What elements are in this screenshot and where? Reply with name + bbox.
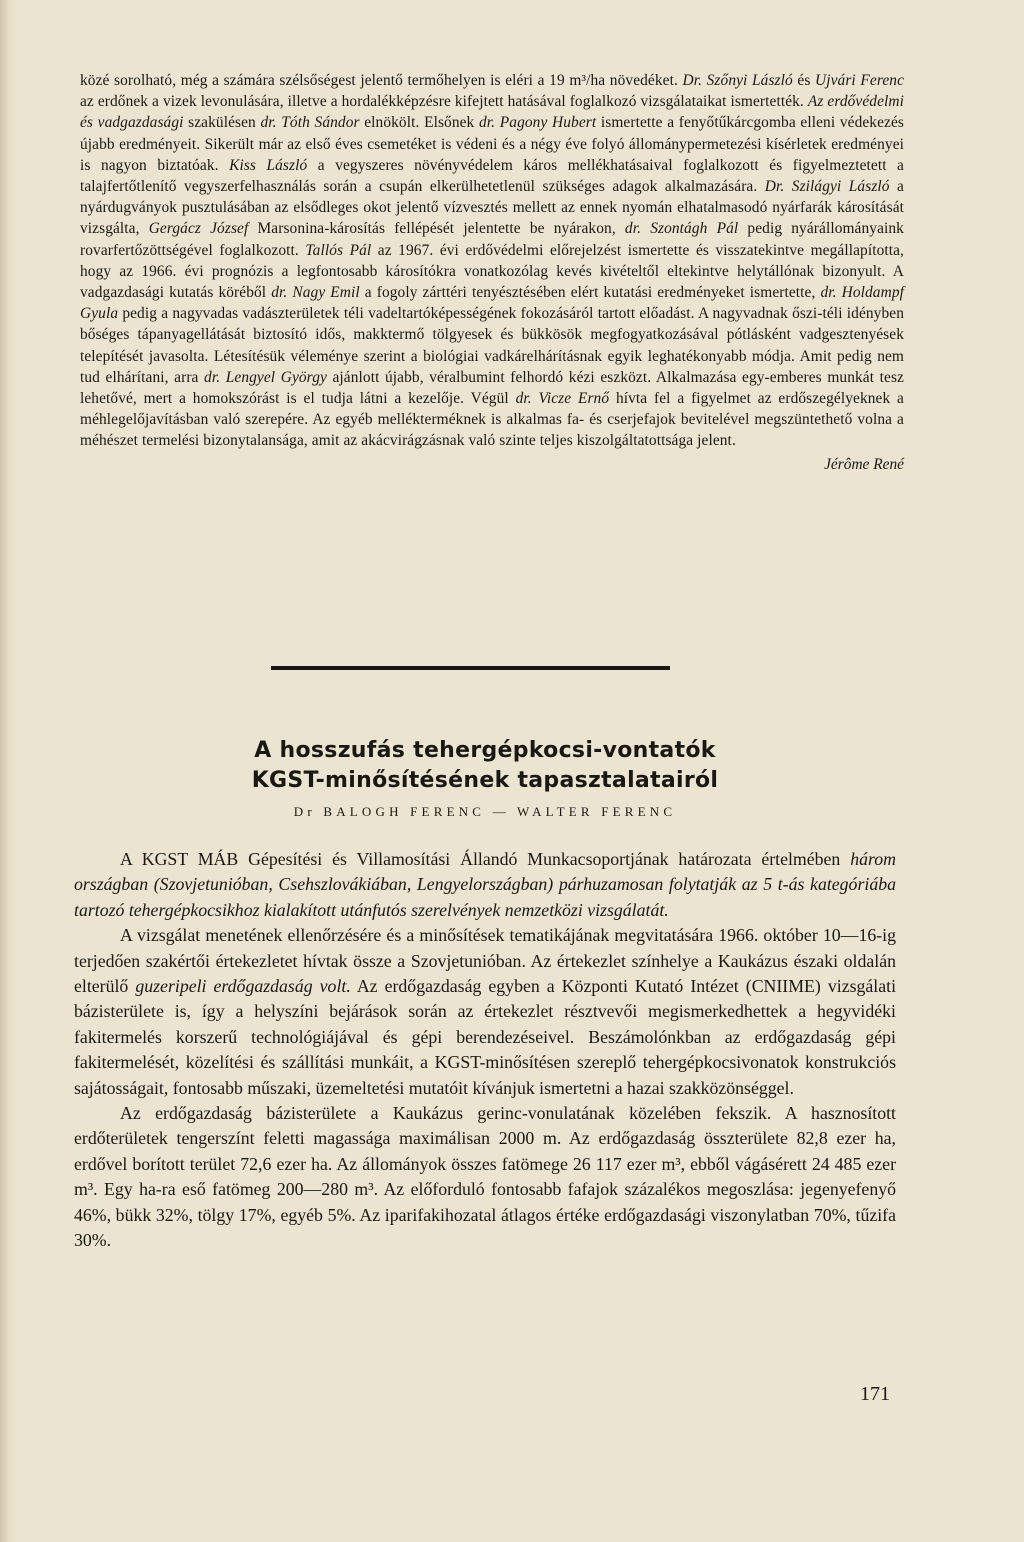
article-title <box>74 736 896 796</box>
report-text-run: az 1967. évi erdővédelmi előrejelzést ismertette és visszatekintve megállapította, hogy az 1966. évi prognózis a legfontosabb károsítókra vonatkozólag kevés kivételtől eltekintve helytállónak bizonyult. A vadgazdasági kutatás köréből <box>80 241 904 302</box>
report-italic-run: Tallós Pál <box>305 241 372 259</box>
page-binding-edge <box>0 0 14 1542</box>
report-italic-run: dr. Tóth Sándor <box>260 114 360 132</box>
report-italic-run: Kiss László <box>229 156 308 174</box>
report-italic-run: Gergácz József <box>148 220 249 238</box>
report-text-run: pedig a nagyvadas vadászterületek téli vadeltartóképességének fokozásáról tartott előadást. A nagyvadnak őszi-téli idényben bőséges tápanyagellátását biztosító idős, makktermő tölgyesek és bükkösök megfogyatkozásával pótlásként vadgesztenyések telepítését javasolta. Létesítésük véleménye szerint a biológiai vadkárelhárításnak egyik leghatékonyabb módja. Amit pedig nem tud elhárítani, arra <box>80 305 904 386</box>
article-text-run: A KGST MÁB Gépesítési és Villamosítási Állandó Munkacsoportjának határozata értelmében <box>120 849 851 869</box>
article <box>74 736 896 1254</box>
report-continuation <box>80 70 904 475</box>
report-italic-run: dr. Vicze Ernő <box>515 390 610 408</box>
report-text-run: ismertette a fenyőtűkárcgomba elleni védekezés újabb eredményeit. Sikerült már az első éves csemetéket is védeni és a négy éve folyó állománypermetezési kísérletek eredményei is nagyon biztatóak. <box>80 114 904 174</box>
report-signature: Jérôme René <box>824 455 904 473</box>
page-number: 171 <box>860 1383 890 1405</box>
article-title-line-2: KGST-minősítésének tapasztalatairól <box>251 768 719 793</box>
report-text-run: hívta fel a figyelmet az erdőszegélyeknek a méhlegelőjavításban való szerepére. Az egyéb mellékterméknek is alkalmas fa- és cserjefajok bevitelével megszüntethető volna a méhészet termelési bizonytalansága, amit az akácvirágzásnak való szinte teljes kiszolgáltatottsága jelent. <box>80 390 904 450</box>
article-italic-run: guzeripeli erdőgazdaság volt. <box>135 976 351 997</box>
report-italic-run: dr. Pagony Hubert <box>479 114 597 132</box>
article-paragraph <box>74 1101 896 1253</box>
report-text-run: az erdőnek a vizek levonulására, illetve a hordalékképzésre kifejtett hatásával foglalkozó vizsgálataikat ismertették. <box>80 93 808 111</box>
report-text-run: és <box>792 72 816 89</box>
report-italic-run: Ujvári Ferenc <box>815 72 904 89</box>
report-text-run: a vegyszeres növényvédelem káros mellékhatásaival foglalkozott és figyelmeztetett a talajfertőtlenítő vegyszerfelhasználás során a csupán elkerülhetetlenül szükséges adagok alkalmazására. <box>80 156 904 196</box>
report-italic-run: dr. Holdampf Gyula <box>80 284 904 323</box>
report-italic-run: dr. Lengyel György <box>204 368 327 386</box>
report-text-run: a fogoly zárttéri tenyésztésében elért kutatási eredményeket ismertette, <box>359 284 821 302</box>
article-text-run: Az erdőgazdaság egyben a Központi Kutató Intézet (CNIIME) vizsgálati bázisterülete is, így a helyszíni bejárások során az értekezlet résztvevői megismerkedhettek a hegyvidéki fakitermelés korszerű technológiájával és gépi berendezéseivel. Beszámolónkban az erdőgazdaság gépi fakitermelését, közelítési és szállítási munkáit, a KGST-minősítésen szereplő tehergépkocsivonatok konstrukciós sajátosságait, fontosabb műszaki, üzemeltetési mutatóit kívánjuk ismertetni a hazai szakközönséggel. <box>74 976 897 1098</box>
article-title-line-1: A hosszufás tehergépkocsi-vontatók <box>254 738 716 763</box>
article-italic-run: három országban (Szovjetunióban, Csehszlovákiában, Lengyelországban) párhuzamosan folytatják az 5 t-ás kategóriába tartozó tehergépkocsikhoz kialakított utánfutós szerelvények nemzetközi vizsgálatát. <box>74 849 896 920</box>
report-text-run: elnökölt. Elsőnek <box>359 114 479 132</box>
article-authors: Dr BALOGH FERENC — WALTER FERENC <box>293 804 677 819</box>
article-body <box>74 847 896 1254</box>
article-paragraph <box>74 923 896 1101</box>
article-text-run: Az erdőgazdaság bázisterülete a Kaukázus gerinc-vonulatának közelében fekszik. A hasznosított erdőterületek tengerszínt feletti magassága maximálisan 2000 m. Az erdőgazdaság összterülete 82,8 ezer ha, erdővel borított terület 72,6 ezer ha. Az állományok összes fatömege 26 117 ezer m³, ebből vágásérett 24 485 ezer m³. Egy ha-ra eső fatömeg 200—280 m³. Az előforduló fontosabb fafajok százalékos megoszlása: jegenyefenyő 46%, bükk 32%, tölgy 17%, egyéb 5%. Az iparifakihozatal átlagos értéke erdőgazdasági viszonylatban 70%, tűzifa 30%. <box>74 1103 896 1251</box>
report-text-run: szakülésen <box>183 114 261 132</box>
article-paragraph <box>74 847 896 923</box>
article-text-run: A vizsgálat menetének ellenőrzésére és a minősítések tematikájának megvitatására 1966. október 10—16-ig terjedően szakértői értekezletet hívtak össze a Szovjetunióban. Az értekezlet színhelye a Kaukázus északi oldalán elterülő <box>74 925 896 997</box>
report-text-run: ajánlott újabb, véralbumint felhordó kézi eszközt. Alkalmazása egy-emberes munkát tesz lehetővé, mert a homokszórást is el tudja látni a kezelője. Végül <box>80 368 904 408</box>
report-text-run: közé sorolható, még a számára szélsőségest jelentő termőhelyen is eléri a 19 m³/ha növedéket. <box>80 72 683 89</box>
report-italic-run: Dr. Szőnyi László <box>682 72 793 89</box>
report-italic-run: Az erdővédelmi és vadgazdasági <box>80 93 904 132</box>
section-divider <box>271 666 670 670</box>
report-italic-run: dr. Szontágh Pál <box>624 220 739 238</box>
page-content <box>80 70 904 475</box>
report-text-run: Marsonina-károsítás fellépését jelentette be nyárakon, <box>248 220 625 238</box>
report-italic-run: dr. Nagy Emil <box>271 284 360 302</box>
report-text-run: a nyárdugványok pusztulásában az elsődleges okot jelentő vízvesztés mellett az ennek nyomán elhatalmasodó nyárfarák károsítását vizsgálta, <box>80 178 904 238</box>
report-text-run: pedig nyárállományaink rovarfertőzöttségével foglalkozott. <box>80 220 904 259</box>
report-italic-run: Dr. Szilágyi László <box>764 178 890 196</box>
report-paragraph <box>80 70 904 452</box>
